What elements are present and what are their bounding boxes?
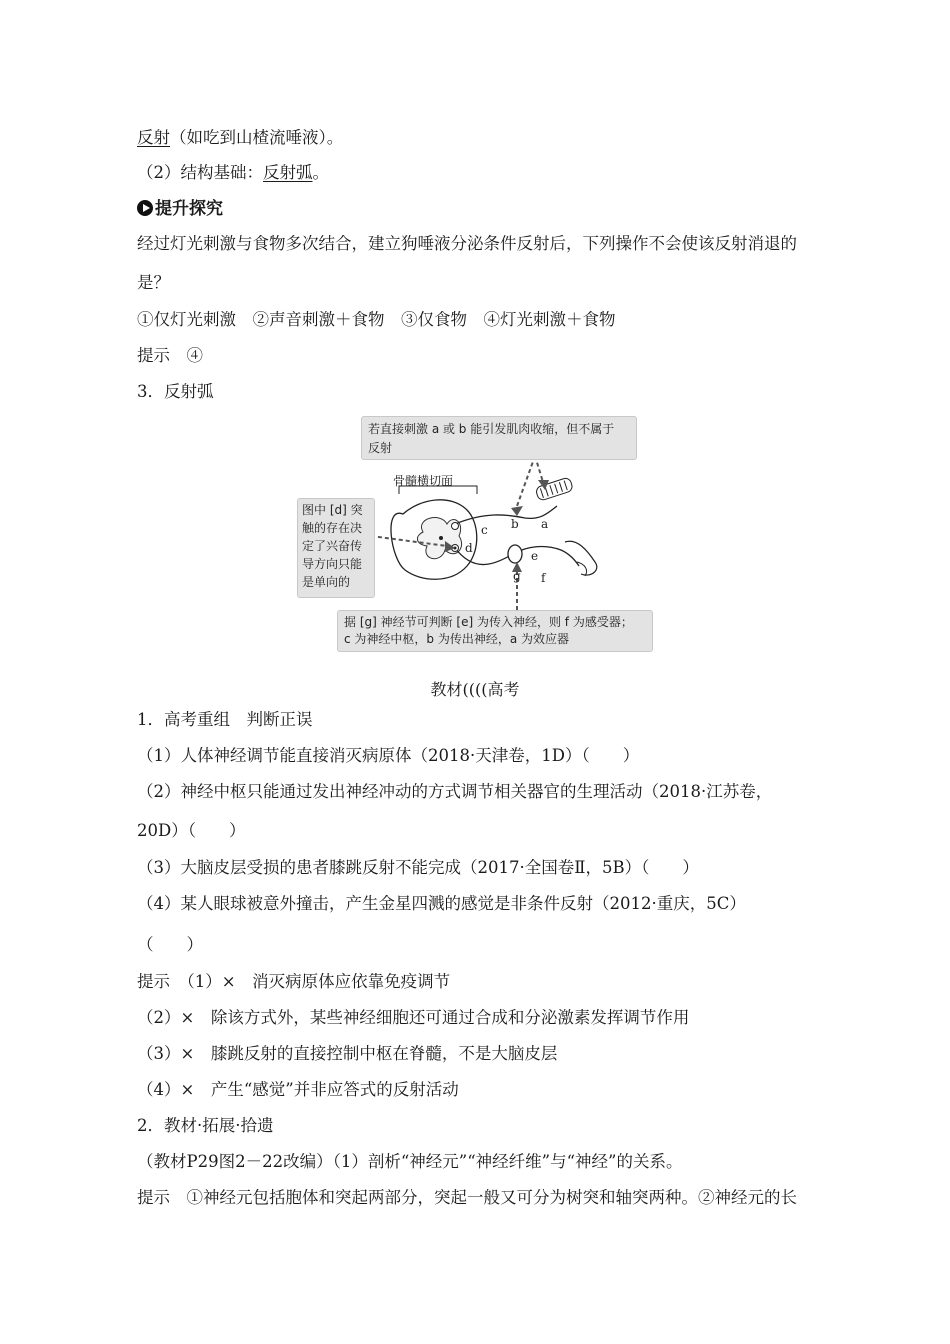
callout-direct-stimulation <box>361 416 637 460</box>
section1-a1: 提示 （1）× 消灭病原体应依靠免疫调节 <box>137 972 451 991</box>
callout-synapse <box>297 498 375 598</box>
callout-synapse-line4: 导方向只能 <box>302 557 363 571</box>
reflex-arc-title: 3．反射弧 <box>137 382 214 401</box>
explore-question-line2: 是？ <box>137 273 170 292</box>
label-c: c <box>481 523 488 537</box>
explore-question-line1: 经过灯光刺激与食物多次结合，建立狗唾液分泌条件反射后，下列操作不会使该反射消退的 <box>137 234 797 253</box>
section1-q2-line2: 20D）（ ） <box>137 821 246 840</box>
section1-a4: （4）× 产生“感觉”并非应答式的反射活动 <box>137 1080 459 1099</box>
reflex-example: （如吃到山楂流唾液）。 <box>170 128 344 147</box>
label-b: b <box>511 517 519 531</box>
section1-q4-line2: （ ） <box>137 935 203 954</box>
label-e: e <box>531 549 539 563</box>
central-canal <box>439 536 443 540</box>
section2-hint: 提示 ①神经元包括胞体和突起两部分，突起一般又可分为树突和轴突两种。②神经元的长 <box>137 1188 797 1207</box>
section1-a2: （2）× 除该方式外，某些神经细胞还可通过合成和分泌激素发挥调节作用 <box>137 1008 690 1027</box>
structure-basis-line <box>137 162 329 184</box>
label-f: f <box>541 571 546 585</box>
play-circle-icon <box>137 200 153 216</box>
section1-a3: （3）× 膝跳反射的直接控制中枢在脊髓，不是大脑皮层 <box>137 1044 558 1063</box>
structure-suffix: 。 <box>312 163 329 182</box>
label-g: g <box>513 569 521 583</box>
section1-q4-line1: （4）某人眼球被意外撞击，产生金星四溅的感觉是非条件反射（2012·重庆，5C） <box>137 894 746 913</box>
explore-heading <box>137 198 223 220</box>
arrow-to-b <box>517 456 535 506</box>
explore-heading-text: 提升探究 <box>155 199 223 219</box>
label-a: a <box>541 517 549 531</box>
spinal-section-label: 骨髓横切面 <box>393 474 454 488</box>
motor-neuron-body <box>452 523 459 530</box>
figure-caption: 教材((((高考 <box>430 680 520 699</box>
callout-ganglion-line1: 据 [g] 神经节可判断 [e] 为传入神经，则 f 为感受器； <box>344 615 633 629</box>
callout-synapse-line3: 定了兴奋传 <box>302 539 363 553</box>
reflex-arc-figure <box>295 414 655 654</box>
callout-direct-line1: 若直接刺激 a 或 b 能引发肌肉收缩，但不属于 <box>368 422 615 436</box>
callout-synapse-line5: 是单向的 <box>302 575 351 589</box>
label-d: d <box>465 541 473 555</box>
section1-q1: （1）人体神经调节能直接消灭病原体（2018·天津卷，1D）（ ） <box>137 746 640 765</box>
section1-q3: （3）大脑皮层受损的患者膝跳反射不能完成（2017·全国卷Ⅱ，5B）（ ） <box>137 858 699 877</box>
callout-ganglion-line2: c 为神经中枢，b 为传出神经，a 为效应器 <box>344 632 570 646</box>
ganglion-g <box>508 545 522 563</box>
explore-options: ①仅灯光刺激 ②声音刺激＋食物 ③仅食物 ④灯光刺激＋食物 <box>137 310 616 329</box>
callout-synapse-line2: 触的存在决 <box>302 521 363 535</box>
reflex-term: 反射 <box>137 128 170 147</box>
structure-prefix: （2）结构基础： <box>137 163 263 182</box>
callout-direct-line2: 反射 <box>368 441 393 455</box>
section1-q2-line1: （2）神经中枢只能通过发出神经冲动的方式调节相关器官的生理活动（2018·江苏卷， <box>137 782 773 801</box>
arrow-head-b <box>511 506 523 516</box>
section2-title: 2．教材·拓展·拾遗 <box>137 1116 274 1135</box>
section2-q1: （教材P29图2－22改编）（1）剖析“神经元”“神经纤维”与“神经”的关系。 <box>137 1152 683 1171</box>
explore-hint: 提示 ④ <box>137 346 203 365</box>
callout-ganglion <box>337 610 653 652</box>
reflex-example-line <box>137 127 343 149</box>
section1-title: 1．高考重组 判断正误 <box>137 710 313 729</box>
callout-synapse-line1: 图中 [d] 突 <box>302 503 363 517</box>
receptor-skin <box>565 541 597 576</box>
structure-answer: 反射弧 <box>263 163 313 182</box>
